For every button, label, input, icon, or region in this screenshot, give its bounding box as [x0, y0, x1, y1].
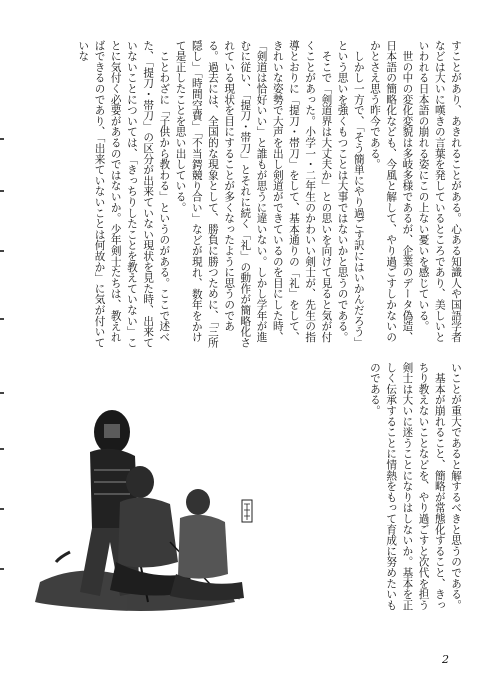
page-number: 2 — [442, 653, 449, 666]
binder-mark — [0, 138, 4, 140]
binder-mark — [0, 448, 4, 450]
artist-seal-icon — [242, 500, 252, 522]
binder-mark — [0, 568, 4, 570]
binder-mark — [0, 392, 4, 394]
binder-mark — [0, 508, 4, 510]
kendo-ink-illustration — [20, 352, 255, 650]
binder-mark — [0, 318, 4, 320]
binder-mark — [0, 250, 4, 252]
article-body-upper: すことがあり、あきれることがある。心ある知識人や国語学者などは大いに嘆きの言葉を発しているところであり、美しいといわれる日本語の崩れる姿にこの上ない憂いを感じている。 世の中の変化変貌は多岐多様であるが、企業のデータ偽造、日本語の簡略化なども、今風と解して、やり過ごすしかないのかとさえ思う昨今である。 しかし一方で、「そう簡単にやり過ごす訳にはいかんだろう」という思いを強くもつことは大事ではないかと思うのである。 そこで「剣道界は大丈夫か」との思いを向けて見ると気が付くことがあった。小学一・二年生のかわいい剣士が、先生の指導とおりに「提刀・帯刀」をして、基本通りの「礼」をして、きれいな姿勢で大声を出し剣道ができているのを目にした時、「剣道は恰好いい」と誰もが思うに違いない。しかし学年が進むに従い、「提刀・帯刀」とそれに続く「礼」の動作が簡略化されている現状を目にすることが多くなったように思うのである。過去には、全国的な現象として、勝負に勝つために、「三所隠し」「時間空費」「不当鍔競り合い」などが現れ、数年をかけて是正したことを思い出している。 ことわざに「子供から教わる」というのがある。ここで述べた、「提刀・帯刀」の区分が出来ていない現状を見た時、出来ていないことについては、「きっちりしたことを教えていない」ことに気付く必要があるのではないか。少年剣士たちは、教えればできるのであり、「出来ていないことは何故か」に気が付いていな — [77, 40, 462, 348]
binder-mark — [0, 190, 4, 192]
seated-kendoka-figure-right — [170, 489, 244, 601]
article-body-lower: いことが重大であると解するべきと思うのである。 基本が崩れること、簡略が常態化すること、きっちり教えないことなどを、やり過ごすと次代を担う剣士は大いに迷うことになりはしないか。基本を正しく伝承することに情熱をもって育成に努めたいものである。 — [368, 362, 462, 611]
